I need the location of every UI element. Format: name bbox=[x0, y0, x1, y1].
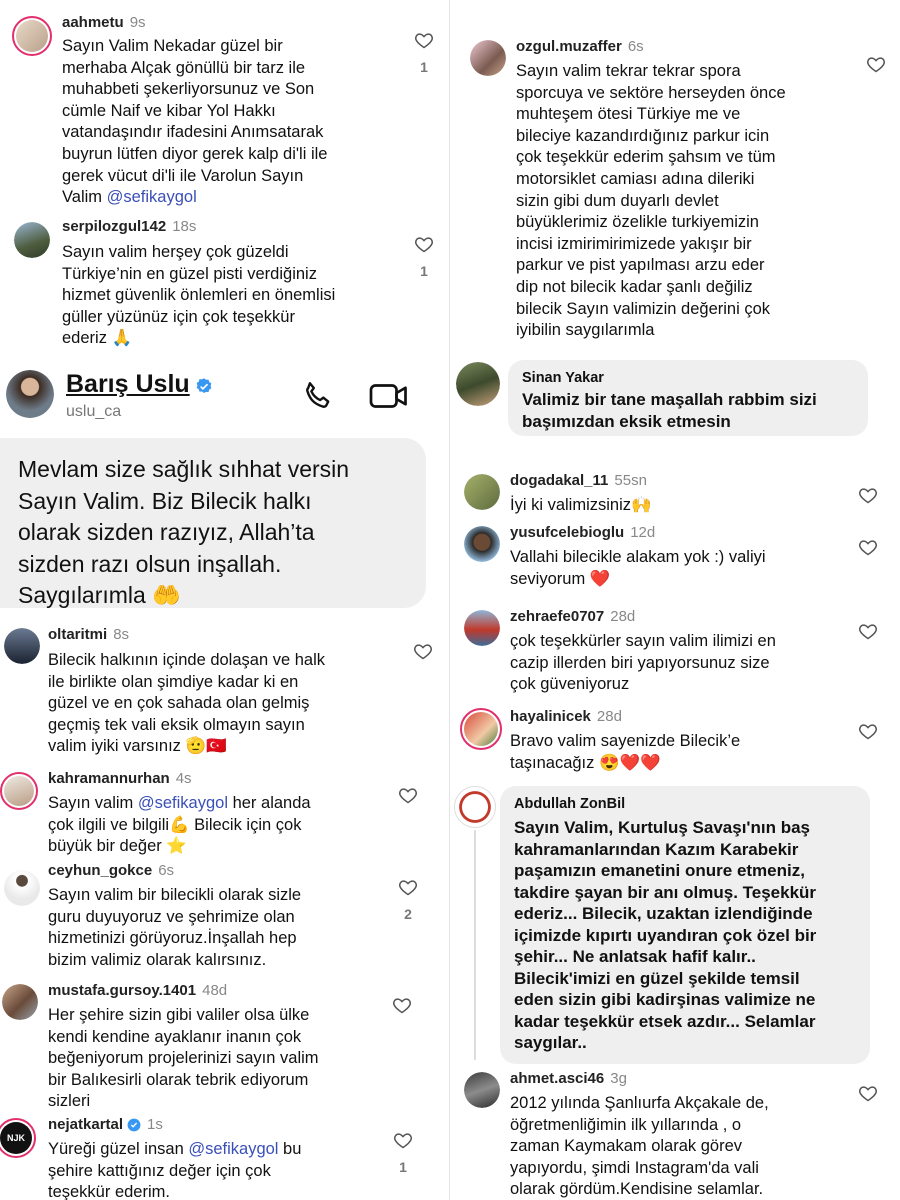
avatar[interactable] bbox=[470, 40, 506, 76]
text-fragment: Sayın valim bbox=[48, 794, 138, 812]
text-line: zaman Kaymakam olarak görev bbox=[510, 1137, 743, 1156]
comment-text bbox=[48, 1139, 388, 1200]
text-line: 2012 yılında Şanlıurfa Akçakale de, bbox=[510, 1094, 769, 1112]
comment-text bbox=[62, 36, 402, 209]
text-line: Bilecik halkının içinde dolaşan ve halk bbox=[48, 651, 325, 669]
username[interactable]: ahmet.asci46 bbox=[510, 1070, 605, 1087]
text-line: olarak gördüm.Kendisine selamlar. bbox=[510, 1180, 764, 1199]
text-line: ile birlikte olan şimdiye kadar ki en bbox=[48, 672, 299, 691]
timestamp: 48d bbox=[202, 982, 228, 999]
text-line: kadar teşekkür etsek azdır... Selamlar bbox=[514, 1011, 816, 1031]
heart-icon[interactable] bbox=[393, 1130, 413, 1150]
text-line: olarak sizden razıyız, Allah’ta bbox=[18, 519, 315, 545]
avatar[interactable] bbox=[464, 474, 500, 510]
text-line: gerek vücut di'li ile Varolun Sayın bbox=[62, 166, 304, 185]
heart-icon[interactable] bbox=[414, 234, 434, 254]
comment-bubble-sinan-yakar bbox=[508, 360, 868, 436]
comment-text bbox=[48, 793, 388, 858]
text-line: sporcuya ve sektöre herseyden önce bbox=[516, 83, 786, 102]
comment-header bbox=[48, 862, 174, 879]
comment-text bbox=[522, 389, 817, 432]
avatar[interactable]: NJK bbox=[0, 1118, 36, 1158]
username[interactable]: yusufcelebioglu bbox=[510, 524, 625, 541]
username[interactable]: ozgul.muzaffer bbox=[516, 38, 622, 55]
text-line: güller yüzünüz için çok teşekkür bbox=[62, 307, 295, 326]
text-line: içimizde kıpırtı uyandıran çok özel bir bbox=[514, 925, 817, 945]
dm-message-text bbox=[18, 454, 349, 612]
comment-header bbox=[516, 38, 644, 55]
comment-text bbox=[510, 547, 850, 590]
timestamp: 3g bbox=[610, 1070, 627, 1087]
text-line: çok ilgili ve bilgili💪 Bilecik için çok bbox=[48, 815, 302, 834]
heart-icon[interactable] bbox=[413, 641, 433, 661]
timestamp: 9s bbox=[129, 14, 146, 31]
text-line: büyüklerimiz özelikle turkiyemizin bbox=[516, 213, 759, 232]
text-line: iyibilin saygılarımla bbox=[516, 321, 655, 340]
heart-icon[interactable] bbox=[858, 1083, 878, 1103]
text-line: buyrun lütfen diyor gerek kalp di'li ile bbox=[62, 144, 328, 163]
comment-text bbox=[514, 817, 816, 1054]
text-line: şehire kattığınız değer için çok bbox=[48, 1161, 271, 1180]
text-line: sizin gibi dum duyarlı devlet bbox=[516, 191, 719, 210]
timestamp: 55sn bbox=[614, 472, 647, 489]
mention-link[interactable]: @sefikaygol bbox=[137, 794, 228, 812]
text-line: Valimiz bir tane maşallah rabbim sizi bbox=[522, 390, 817, 409]
text-line: parkur ve pist yapılması arzu eder bbox=[516, 256, 765, 275]
dm-message-bubble bbox=[0, 438, 426, 608]
timestamp: 4s bbox=[175, 770, 192, 787]
username[interactable]: ceyhun_gokce bbox=[48, 862, 153, 879]
avatar[interactable] bbox=[12, 16, 52, 56]
comment-header bbox=[62, 14, 146, 31]
text-line: Sayın Valim Nekadar güzel bir bbox=[62, 37, 283, 55]
text-line: teşekkür ederim. bbox=[48, 1183, 170, 1200]
avatar[interactable] bbox=[464, 526, 500, 562]
comment-bubble-abdullah-zonbil bbox=[500, 786, 870, 1064]
text-line: Her şehire sizin gibi valiler olsa ülke bbox=[48, 1006, 310, 1024]
comment-header bbox=[48, 1116, 163, 1133]
text-line: çok güveniyoruz bbox=[510, 675, 630, 694]
username[interactable]: kahramannurhan bbox=[48, 770, 170, 787]
profile-avatar[interactable] bbox=[6, 370, 54, 418]
heart-icon[interactable] bbox=[392, 995, 412, 1015]
phone-icon[interactable] bbox=[300, 378, 336, 414]
avatar[interactable] bbox=[460, 708, 502, 750]
like-count: 1 bbox=[420, 59, 428, 75]
text-line: muhabbeti şekerliyorsunuz ve Son bbox=[62, 80, 315, 99]
text-line: bileciye kazandırdığınız parkur icin bbox=[516, 126, 770, 145]
comment-header bbox=[48, 626, 129, 643]
username[interactable]: serpilozgul142 bbox=[62, 218, 167, 235]
comment-header bbox=[62, 218, 196, 235]
profile-username: uslu_ca bbox=[66, 403, 122, 420]
text-line: merhaba Alçak gönüllü bir tarz ile bbox=[62, 58, 306, 77]
timestamp: 1s bbox=[147, 1116, 163, 1133]
timestamp: 6s bbox=[627, 38, 644, 55]
text-line: cümle Naif ve kibar Yol Hakkı bbox=[62, 101, 276, 120]
comment-text bbox=[48, 650, 408, 758]
timestamp: 28d bbox=[610, 608, 636, 625]
text-line: taşınacağız 😍❤️❤️ bbox=[510, 753, 661, 772]
dm-header bbox=[0, 360, 446, 430]
comment-text bbox=[510, 631, 850, 696]
text-fragment: Valim bbox=[62, 188, 107, 207]
text-line: saygılar.. bbox=[514, 1033, 587, 1052]
username[interactable]: hayalinicek bbox=[510, 708, 591, 725]
text-line: kahramanlarından Kazım Karabekir bbox=[514, 839, 799, 859]
text-line: incisi izmirimirimizede yakışır bir bbox=[516, 234, 752, 253]
avatar[interactable] bbox=[0, 772, 38, 810]
username[interactable]: dogadakal_11 bbox=[510, 472, 609, 489]
text-line: vatandaşındır ifadesini Anımsatarak bbox=[62, 123, 324, 142]
text-line: çok teşekkürler sayın valim ilimizi en bbox=[510, 632, 776, 650]
text-line: motorsiklet camiası adına dileriki bbox=[516, 169, 755, 188]
text-line: Saygılarımla 🤲 bbox=[18, 582, 181, 608]
profile-name-text: Barış Uslu bbox=[66, 370, 190, 398]
timestamp: 12d bbox=[630, 524, 656, 541]
video-call-icon[interactable] bbox=[368, 378, 410, 414]
comment-text bbox=[48, 885, 388, 971]
comment-header bbox=[48, 770, 192, 787]
text-line bbox=[48, 793, 388, 815]
heart-icon[interactable] bbox=[398, 785, 418, 805]
verified-badge-icon bbox=[127, 1118, 141, 1132]
comment-text bbox=[510, 1093, 860, 1200]
profile-name[interactable] bbox=[66, 370, 214, 399]
text-line: Sayın valim bir bilecikli olarak sizle bbox=[48, 886, 302, 904]
comment-text bbox=[62, 242, 402, 350]
text-line: Vallahi bilecikle alakam yok :) valiyi bbox=[510, 548, 766, 566]
like-count: 2 bbox=[404, 906, 412, 922]
text-line: Bravo valim sayenizde Bilecik’e bbox=[510, 732, 741, 750]
heart-icon[interactable] bbox=[858, 485, 878, 505]
comment-text bbox=[510, 495, 850, 517]
comment-text bbox=[510, 731, 850, 774]
mention-link[interactable]: @sefikaygol bbox=[188, 1140, 279, 1158]
heart-icon[interactable] bbox=[866, 54, 886, 74]
comment-text bbox=[516, 61, 866, 342]
text-line: Sayın valim tekrar tekrar spora bbox=[516, 62, 741, 80]
text-line: valim iyiki varsınız 🫡🇹🇷 bbox=[48, 737, 227, 756]
text-line: ederiz 🙏 bbox=[62, 329, 133, 348]
text-line: bilecik Sayın valimizin değerini çok bbox=[516, 299, 771, 318]
verified-badge-icon bbox=[194, 375, 214, 395]
text-line: takdire şayan bir anı olmuş. Teşekkür bbox=[514, 882, 817, 902]
timestamp: 6s bbox=[158, 862, 175, 879]
comment-header bbox=[510, 524, 655, 541]
timestamp: 18s bbox=[172, 218, 197, 235]
text-line: Bilecik'imizi en güzel şekilde temsil bbox=[514, 968, 800, 988]
username[interactable]: oltaritmi bbox=[48, 626, 108, 643]
avatar[interactable] bbox=[456, 362, 500, 406]
username[interactable]: Abdullah ZonBil bbox=[514, 796, 626, 812]
text-line: bir Balıkesirli olarak tebrik ediyorum bbox=[48, 1070, 309, 1089]
right-screenshot bbox=[454, 0, 900, 1200]
text-line: Mevlam size sağlık sıhhat versin bbox=[18, 456, 350, 482]
username[interactable]: nejatkartal bbox=[48, 1116, 124, 1133]
heart-icon[interactable] bbox=[414, 30, 434, 50]
text-line: büyük bir değer ⭐ bbox=[48, 837, 187, 856]
text-line: öğretmenliğimin ilk yıllarında , o bbox=[510, 1115, 742, 1134]
like-count: 1 bbox=[420, 263, 428, 279]
text-line: ederiz... Bilecik, uzaktan izlendiğinde bbox=[514, 904, 813, 923]
text-line bbox=[48, 1139, 388, 1161]
heart-icon[interactable] bbox=[858, 721, 878, 741]
comment-header bbox=[48, 982, 227, 999]
left-screenshot bbox=[0, 0, 446, 1200]
avatar[interactable] bbox=[454, 786, 496, 828]
text-line: şehir... Ne anlatsak hafif kalır.. bbox=[514, 947, 756, 966]
username[interactable]: mustafa.gursoy.1401 bbox=[48, 982, 197, 999]
text-line: guru duyuyoruz ve şehrimize olan bbox=[48, 907, 295, 926]
username[interactable]: aahmetu bbox=[62, 14, 124, 31]
text-fragment: her alanda bbox=[228, 794, 311, 812]
heart-icon[interactable] bbox=[858, 621, 878, 641]
comment-header bbox=[510, 472, 647, 489]
text-line: güzel ve en çok sahada olan gelmiş bbox=[48, 694, 310, 713]
comment-header bbox=[510, 708, 622, 725]
timestamp: 28d bbox=[596, 708, 622, 725]
avatar[interactable] bbox=[4, 870, 40, 906]
comment-text bbox=[48, 1005, 388, 1113]
text-line: dip not bilecik kadar şanlı değiliz bbox=[516, 277, 753, 296]
username[interactable]: zehraefe0707 bbox=[510, 608, 605, 625]
username[interactable]: Sinan Yakar bbox=[522, 370, 604, 386]
avatar[interactable] bbox=[464, 1072, 500, 1108]
text-line: hizmet güvenlik önlemleri en önemlisi bbox=[62, 286, 336, 305]
timestamp: 8s bbox=[113, 626, 130, 643]
comment-header bbox=[510, 608, 635, 625]
text-line: sizden razı olsun inşallah. bbox=[18, 550, 282, 577]
avatar[interactable] bbox=[14, 222, 50, 258]
text-line: İyi ki valimizsiniz🙌 bbox=[510, 496, 652, 514]
text-line: yapıyordu, şimdi Instagram'da vali bbox=[510, 1158, 759, 1177]
text-line: paşamızın emanetini onure etmeniz, bbox=[514, 861, 805, 880]
text-fragment: bu bbox=[278, 1140, 302, 1158]
text-line: seviyorum ❤️ bbox=[510, 569, 611, 588]
avatar[interactable] bbox=[2, 984, 38, 1020]
comment-header bbox=[510, 1070, 627, 1087]
text-line: kendi kendine ayaklanır inanın çok bbox=[48, 1027, 302, 1046]
text-line: Sayın valim herşey çok güzeldi bbox=[62, 243, 289, 261]
text-line: eden sizin gibi kadirşinas valimize ne bbox=[514, 990, 816, 1009]
avatar[interactable] bbox=[464, 610, 500, 646]
text-line: bizim valimiz olarak kalırsınız. bbox=[48, 950, 267, 969]
text-line: geçmiş tek vali eksik olmayın sayın bbox=[48, 715, 305, 734]
mention-link[interactable]: @sefikaygol bbox=[106, 188, 197, 207]
text-line: beğeniyorum projelerinizi sayın valim bbox=[48, 1049, 319, 1068]
text-line: Türkiye’nin en güzel pisti verdiğiniz bbox=[62, 264, 317, 283]
like-count: 1 bbox=[399, 1159, 407, 1175]
thread-line bbox=[474, 830, 476, 1060]
text-line: sizleri bbox=[48, 1092, 91, 1111]
heart-icon[interactable] bbox=[398, 877, 418, 897]
heart-icon[interactable] bbox=[858, 537, 878, 557]
text-line: Sayın Valim. Biz Bilecik halkı bbox=[18, 487, 312, 514]
column-divider bbox=[449, 0, 450, 1200]
text-line: cazip illerden biri yapıyorsunuz size bbox=[510, 653, 770, 672]
text-line bbox=[62, 187, 402, 209]
text-line: muhteşem ötesi Türkiye me ve bbox=[516, 105, 741, 124]
avatar[interactable] bbox=[4, 628, 40, 664]
text-fragment: Yüreği güzel insan bbox=[48, 1140, 189, 1158]
text-line: hizmetinizi görüyoruz.İnşallah hep bbox=[48, 929, 297, 948]
text-line: çok teşekkür ederim şahsım ve tüm bbox=[516, 148, 776, 167]
text-line: başımızdan eksik etmesin bbox=[522, 411, 731, 431]
text-line: Sayın Valim, Kurtuluş Savaşı'nın baş bbox=[514, 818, 810, 837]
